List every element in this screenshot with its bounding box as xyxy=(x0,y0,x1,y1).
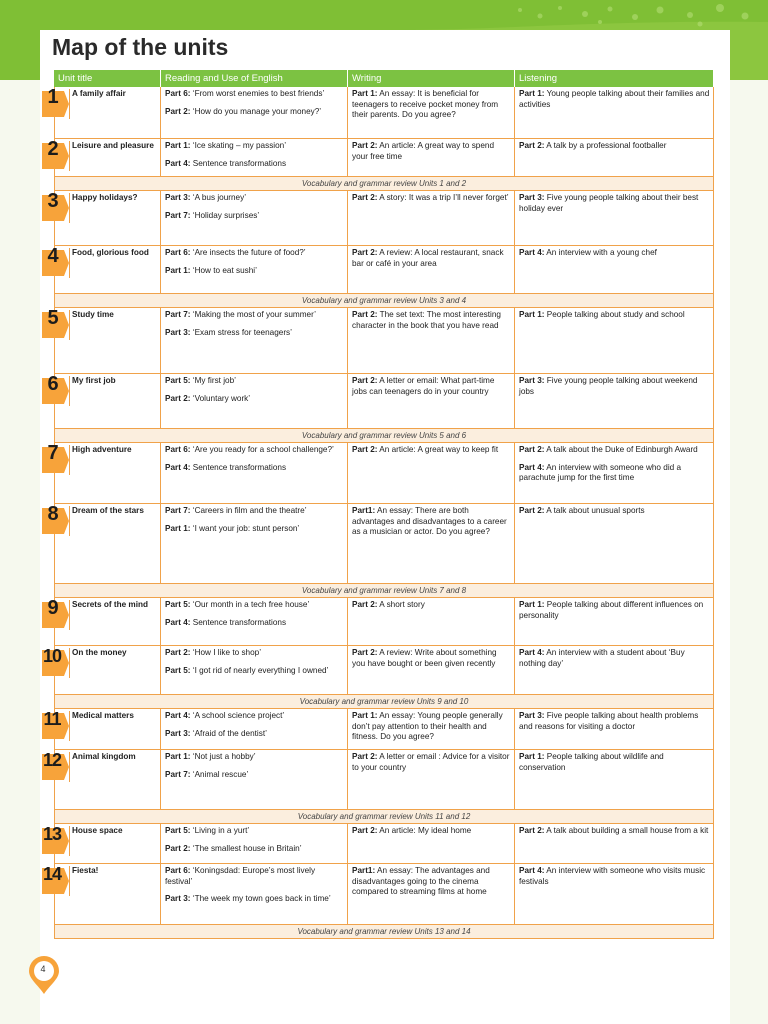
unit-number: 6 xyxy=(47,373,59,395)
unit-number-badge xyxy=(40,597,70,630)
part-label: Part 1: xyxy=(352,711,378,720)
part-text: An essay: It is beneficial for teenagers to receive pocket money from their parents. Do you agree? xyxy=(352,89,499,120)
unit-title: Dream of the stars xyxy=(72,506,144,515)
part-text: People talking about wildlife and conservation xyxy=(519,752,664,772)
writing-entry xyxy=(352,248,511,269)
part-text: An essay: The advantages and disadvantages going to the cinema compared to streaming films at home xyxy=(352,866,490,897)
reading-entry xyxy=(165,159,344,170)
review-row: Vocabulary and grammar review Units 13 and 14 xyxy=(54,925,714,939)
part-text: ‘From worst enemies to best friends’ xyxy=(190,89,325,98)
part-text: A review: A local restaurant, snack bar or café in your area xyxy=(352,248,504,268)
header-unit-title: Unit title xyxy=(54,70,161,87)
unit-title-cell xyxy=(54,246,161,293)
review-row: Vocabulary and grammar review Units 5 and 6 xyxy=(54,429,714,443)
part-label: Part 4: xyxy=(165,617,191,627)
reading-entry xyxy=(165,770,344,781)
part-text: People talking about different influences on personality xyxy=(519,600,704,620)
part-text: ‘The week my town goes back in time’ xyxy=(190,894,331,904)
unit-title-cell xyxy=(54,824,161,863)
part-label: Part 2: xyxy=(165,843,191,853)
part-label: Part 1: xyxy=(165,265,191,275)
part-label: Part 3: xyxy=(165,327,191,337)
part-label: Part 7: xyxy=(165,506,191,515)
reading-entry xyxy=(165,752,344,763)
page-title: Map of the units xyxy=(52,34,229,60)
listening-entry xyxy=(519,463,710,484)
part-text: An essay: There are both advantages and disadvantages to a career as a musician or actor. Do you agree? xyxy=(352,506,507,537)
part-label: Part 7: xyxy=(165,310,191,319)
listening-entry xyxy=(519,310,710,321)
unit-title-cell xyxy=(54,750,161,809)
listening-entry xyxy=(519,866,710,887)
part-label: Part 4: xyxy=(519,648,545,657)
unit-number-badge xyxy=(40,190,70,223)
part-text: ‘How to eat sushi’ xyxy=(190,265,257,275)
reading-entry xyxy=(165,648,344,659)
writing-entry xyxy=(352,711,511,743)
writing-cell xyxy=(348,308,515,373)
unit-number-badge xyxy=(40,503,70,536)
listening-entry xyxy=(519,193,710,214)
listening-cell xyxy=(515,308,714,373)
writing-entry xyxy=(352,193,511,204)
listening-entry xyxy=(519,248,710,259)
listening-cell xyxy=(515,374,714,428)
part-text: ‘A bus journey’ xyxy=(190,193,247,202)
part-text: An article: A great way to spend your free time xyxy=(352,141,494,161)
reading-entry xyxy=(165,394,344,405)
reading-cell xyxy=(161,308,348,373)
unit-row xyxy=(47,503,714,584)
reading-entry xyxy=(165,866,344,887)
part-label: Part 4: xyxy=(165,158,191,168)
part-label: Part 7: xyxy=(165,210,191,220)
listening-entry xyxy=(519,141,710,152)
review-row: Vocabulary and grammar review Units 7 and 8 xyxy=(54,584,714,598)
unit-title-cell xyxy=(54,374,161,428)
listening-cell xyxy=(515,246,714,293)
writing-entry xyxy=(352,600,511,611)
part-text: An interview with a student about ‘Buy nothing day’ xyxy=(519,648,685,668)
part-text: ‘Exam stress for teenagers’ xyxy=(190,327,292,337)
unit-row xyxy=(43,709,714,750)
unit-title: A family affair xyxy=(72,89,126,98)
part-text: The set text: The most interesting character in the book that you have read xyxy=(352,310,501,330)
listening-cell xyxy=(515,504,714,583)
unit-number-badge xyxy=(40,826,70,856)
part-text: A short story xyxy=(377,600,425,609)
unit-number: 5 xyxy=(47,307,59,329)
part-text: A talk about building a small house from a kit xyxy=(544,826,709,835)
reading-entry xyxy=(165,600,344,611)
part-text: ‘Making the most of your summer’ xyxy=(190,310,316,319)
reading-entry xyxy=(165,328,344,339)
review-row: Vocabulary and grammar review Units 3 and 4 xyxy=(54,294,714,308)
reading-cell xyxy=(161,824,348,863)
writing-cell xyxy=(348,864,515,924)
writing-entry xyxy=(352,506,511,538)
reading-cell xyxy=(161,504,348,583)
part-label: Part 1: xyxy=(519,89,545,98)
reading-entry xyxy=(165,666,344,677)
listening-cell xyxy=(515,864,714,924)
part-text: Five young people talking about weekend jobs xyxy=(519,376,698,396)
part-label: Part 3: xyxy=(519,193,545,202)
unit-title: Secrets of the mind xyxy=(72,600,148,609)
part-label: Part 1: xyxy=(519,600,545,609)
reading-entry xyxy=(165,141,344,152)
part-text: Sentence transformations xyxy=(190,158,287,168)
writing-cell xyxy=(348,504,515,583)
writing-cell xyxy=(348,191,515,245)
part-label: Part 3: xyxy=(519,376,545,385)
part-text: A story: It was a trip I’ll never forget’ xyxy=(377,193,509,202)
part-label: Part 2: xyxy=(352,600,378,609)
listening-cell xyxy=(515,87,714,138)
part-text: A talk by a professional footballer xyxy=(544,141,667,150)
writing-entry xyxy=(352,648,511,669)
reading-entry xyxy=(165,524,344,535)
unit-title: Medical matters xyxy=(72,711,134,720)
reading-cell xyxy=(161,750,348,809)
reading-entry xyxy=(165,729,344,740)
part-text: An interview with someone who visits music festivals xyxy=(519,866,706,886)
listening-entry xyxy=(519,711,710,732)
part-label: Part 2: xyxy=(352,826,378,835)
part-label: Part 2: xyxy=(352,310,378,319)
unit-number-badge xyxy=(40,442,70,475)
unit-title-cell xyxy=(54,504,161,583)
listening-entry xyxy=(519,826,710,837)
part-text: Five young people talking about their best holiday ever xyxy=(519,193,699,213)
unit-number: 13 xyxy=(42,824,62,844)
unit-row xyxy=(47,245,714,294)
part-text: ‘Animal rescue’ xyxy=(190,769,249,779)
part-text: ‘The smallest house in Britain’ xyxy=(190,843,302,853)
unit-row xyxy=(47,373,714,429)
listening-entry xyxy=(519,445,710,456)
part-text: ‘Voluntary work’ xyxy=(190,393,251,403)
header-reading: Reading and Use of English xyxy=(161,70,348,87)
listening-cell xyxy=(515,824,714,863)
listening-entry xyxy=(519,376,710,397)
review-row: Vocabulary and grammar review Units 11 and 12 xyxy=(54,810,714,824)
writing-entry xyxy=(352,866,511,898)
part-label: Part 5: xyxy=(165,826,191,835)
part-text: Sentence transformations xyxy=(190,462,287,472)
part-text: ‘Ice skating – my passion’ xyxy=(190,141,287,150)
reading-entry xyxy=(165,193,344,204)
listening-entry xyxy=(519,752,710,773)
writing-cell xyxy=(348,598,515,645)
reading-cell xyxy=(161,374,348,428)
unit-number: 1 xyxy=(47,86,59,108)
part-text: ‘Not just a hobby’ xyxy=(190,752,256,761)
writing-cell xyxy=(348,824,515,863)
reading-entry xyxy=(165,463,344,474)
unit-number: 3 xyxy=(47,190,59,212)
part-text: ‘Careers in film and the theatre’ xyxy=(190,506,307,515)
part-label: Part 1: xyxy=(352,89,378,98)
unit-number-badge xyxy=(40,648,70,678)
unit-title: Study time xyxy=(72,310,114,319)
part-label: Part 7: xyxy=(165,769,191,779)
part-label: Part 4: xyxy=(165,711,191,720)
listening-cell xyxy=(515,750,714,809)
unit-number: 12 xyxy=(42,750,62,770)
part-label: Part 2: xyxy=(352,648,378,657)
part-text: ‘Afraid of the dentist’ xyxy=(190,728,267,738)
part-label: Part 4: xyxy=(519,248,545,257)
part-label: Part 2: xyxy=(519,445,545,454)
review-row: Vocabulary and grammar review Units 1 and 2 xyxy=(54,177,714,191)
reading-cell xyxy=(161,598,348,645)
unit-title-cell xyxy=(54,709,161,749)
reading-entry xyxy=(165,826,344,837)
part-label: Part1: xyxy=(352,506,376,515)
writing-cell xyxy=(348,750,515,809)
unit-row xyxy=(42,864,714,925)
part-text: An interview with a young chef xyxy=(544,248,657,257)
reading-entry xyxy=(165,266,344,277)
part-text: People talking about study and school xyxy=(544,310,685,319)
part-label: Part 2: xyxy=(352,248,378,257)
unit-number: 2 xyxy=(47,138,59,160)
listening-entry xyxy=(519,600,710,621)
unit-title: Happy holidays? xyxy=(72,193,138,202)
units-table xyxy=(42,70,714,939)
part-text: ‘How I like to shop’ xyxy=(190,648,262,657)
part-text: ‘Koningsdad: Europe’s most lively festival’ xyxy=(165,866,316,886)
part-text: An interview with someone who did a parachute jump for the first time xyxy=(519,462,682,483)
part-label: Part 1: xyxy=(519,752,545,761)
part-label: Part 4: xyxy=(519,866,545,875)
part-label: Part 1: xyxy=(165,523,191,533)
part-text: ‘Our month in a tech free house’ xyxy=(190,600,310,609)
part-label: Part 6: xyxy=(165,866,191,875)
part-text: A talk about unusual sports xyxy=(544,506,645,515)
writing-cell xyxy=(348,443,515,503)
unit-row xyxy=(47,442,714,504)
part-text: ‘Living in a yurt’ xyxy=(190,826,250,835)
part-label: Part 3: xyxy=(165,193,191,202)
part-label: Part 4: xyxy=(165,462,191,472)
unit-number-badge xyxy=(40,307,70,340)
part-label: Part 3: xyxy=(165,728,191,738)
part-text: ‘Are you ready for a school challenge?’ xyxy=(190,445,334,454)
unit-number-badge xyxy=(40,373,70,406)
part-label: Part 2: xyxy=(352,141,378,150)
reading-cell xyxy=(161,87,348,138)
unit-title: House space xyxy=(72,826,123,835)
reading-entry xyxy=(165,310,344,321)
reading-entry xyxy=(165,711,344,722)
unit-title: Fiesta! xyxy=(72,866,99,875)
unit-title-cell xyxy=(54,598,161,645)
writing-cell xyxy=(348,87,515,138)
reading-entry xyxy=(165,107,344,118)
listening-cell xyxy=(515,598,714,645)
part-text: ‘My first job’ xyxy=(190,376,236,385)
unit-title: Food, glorious food xyxy=(72,248,149,257)
unit-title-cell xyxy=(54,191,161,245)
reading-cell xyxy=(161,443,348,503)
reading-entry xyxy=(165,445,344,456)
reading-entry xyxy=(165,89,344,100)
unit-number-badge xyxy=(40,752,70,782)
part-text: An article: A great way to keep fit xyxy=(377,445,499,454)
unit-number: 7 xyxy=(47,442,59,464)
part-label: Part 1: xyxy=(519,310,545,319)
unit-row xyxy=(47,597,714,646)
part-label: Part 5: xyxy=(165,600,191,609)
reading-cell xyxy=(161,191,348,245)
listening-entry xyxy=(519,506,710,517)
writing-cell xyxy=(348,246,515,293)
reading-entry xyxy=(165,506,344,517)
part-text: A talk about the Duke of Edinburgh Award xyxy=(544,445,698,454)
writing-entry xyxy=(352,445,511,456)
reading-entry xyxy=(165,844,344,855)
unit-title-cell xyxy=(54,308,161,373)
writing-entry xyxy=(352,141,511,162)
part-label: Part 1: xyxy=(165,141,191,150)
part-label: Part 6: xyxy=(165,89,191,98)
part-label: Part 2: xyxy=(165,393,191,403)
part-label: Part 3: xyxy=(165,894,191,904)
part-label: Part 5: xyxy=(165,665,191,675)
reading-cell xyxy=(161,709,348,749)
part-label: Part 6: xyxy=(165,445,191,454)
writing-entry xyxy=(352,826,511,837)
unit-title: High adventure xyxy=(72,445,132,454)
unit-title-cell xyxy=(54,87,161,138)
listening-entry xyxy=(519,648,710,669)
part-text: A letter or email : Advice for a visitor to your country xyxy=(352,752,510,772)
unit-title: My first job xyxy=(72,376,116,385)
header-writing: Writing xyxy=(348,70,515,87)
listening-cell xyxy=(515,191,714,245)
unit-number-badge xyxy=(40,86,70,119)
writing-entry xyxy=(352,89,511,121)
part-label: Part 2: xyxy=(165,106,191,116)
part-text: ‘I got rid of nearly everything I owned’ xyxy=(190,665,329,675)
part-text: An article: My ideal home xyxy=(377,826,472,835)
reading-cell xyxy=(161,139,348,176)
reading-entry xyxy=(165,894,344,905)
reading-entry xyxy=(165,248,344,259)
unit-number: 8 xyxy=(47,503,59,525)
unit-number-badge xyxy=(40,711,70,741)
part-label: Part 6: xyxy=(165,248,191,257)
part-label: Part 2: xyxy=(519,141,545,150)
listening-entry xyxy=(519,89,710,110)
review-row: Vocabulary and grammar review Units 9 and 10 xyxy=(54,695,714,709)
unit-number: 11 xyxy=(43,709,61,729)
writing-cell xyxy=(348,709,515,749)
unit-row xyxy=(42,824,714,864)
unit-title-cell xyxy=(54,443,161,503)
part-label: Part 2: xyxy=(352,193,378,202)
listening-cell xyxy=(515,709,714,749)
writing-cell xyxy=(348,139,515,176)
part-label: Part 2: xyxy=(519,826,545,835)
part-text: ‘How do you manage your money?’ xyxy=(190,106,322,116)
part-text: A letter or email: What part-time jobs can teenagers do in your country xyxy=(352,376,495,396)
part-label: Part 3: xyxy=(519,711,545,720)
part-text: ‘Are insects the future of food?’ xyxy=(190,248,306,257)
unit-number: 10 xyxy=(42,646,62,666)
part-label: Part 2: xyxy=(352,376,378,385)
table-header xyxy=(54,70,714,87)
part-label: Part 2: xyxy=(165,648,191,657)
part-label: Part 2: xyxy=(352,752,378,761)
unit-title-cell xyxy=(54,646,161,694)
unit-row xyxy=(42,750,714,810)
reading-cell xyxy=(161,646,348,694)
reading-entry xyxy=(165,376,344,387)
part-text: Five people talking about health problems and reasons for visiting a doctor xyxy=(519,711,699,731)
writing-cell xyxy=(348,374,515,428)
reading-cell xyxy=(161,864,348,924)
part-label: Part 1: xyxy=(165,752,191,761)
part-text: ‘A school science project’ xyxy=(190,711,285,720)
reading-cell xyxy=(161,246,348,293)
unit-title: Animal kingdom xyxy=(72,752,136,761)
reading-entry xyxy=(165,211,344,222)
unit-row xyxy=(42,646,714,695)
part-text: ‘I want your job: stunt person’ xyxy=(190,523,300,533)
part-text: An essay: Young people generally don’t pay attention to their health and fitness. Do you agree? xyxy=(352,711,503,742)
unit-number-badge xyxy=(40,245,70,278)
header-listening: Listening xyxy=(515,70,714,87)
unit-title-cell xyxy=(54,139,161,176)
part-label: Part1: xyxy=(352,866,376,875)
unit-row xyxy=(47,307,714,374)
unit-number: 9 xyxy=(47,597,59,619)
part-label: Part 2: xyxy=(519,506,545,515)
part-label: Part 2: xyxy=(352,445,378,454)
unit-row xyxy=(47,138,714,177)
listening-cell xyxy=(515,139,714,176)
unit-title-cell xyxy=(54,864,161,924)
writing-cell xyxy=(348,646,515,694)
part-text: A review: Write about something you have bought or been given recently xyxy=(352,648,497,668)
unit-row xyxy=(47,86,714,139)
listening-cell xyxy=(515,443,714,503)
part-label: Part 4: xyxy=(519,462,545,472)
unit-number: 4 xyxy=(47,245,59,267)
page-number-badge xyxy=(27,955,61,995)
writing-entry xyxy=(352,310,511,331)
unit-number-badge xyxy=(40,866,70,896)
part-text: Sentence transformations xyxy=(190,617,287,627)
listening-cell xyxy=(515,646,714,694)
page-number: 4 xyxy=(40,964,46,974)
unit-number: 14 xyxy=(42,864,62,884)
unit-number-badge xyxy=(40,138,70,171)
unit-row xyxy=(47,190,714,246)
unit-title: Leisure and pleasure xyxy=(72,141,154,150)
writing-entry xyxy=(352,752,511,773)
writing-entry xyxy=(352,376,511,397)
part-text: ‘Holiday surprises’ xyxy=(190,210,260,220)
part-label: Part 5: xyxy=(165,376,191,385)
unit-title: On the money xyxy=(72,648,127,657)
part-text: Young people talking about their families and activities xyxy=(519,89,710,109)
reading-entry xyxy=(165,618,344,629)
